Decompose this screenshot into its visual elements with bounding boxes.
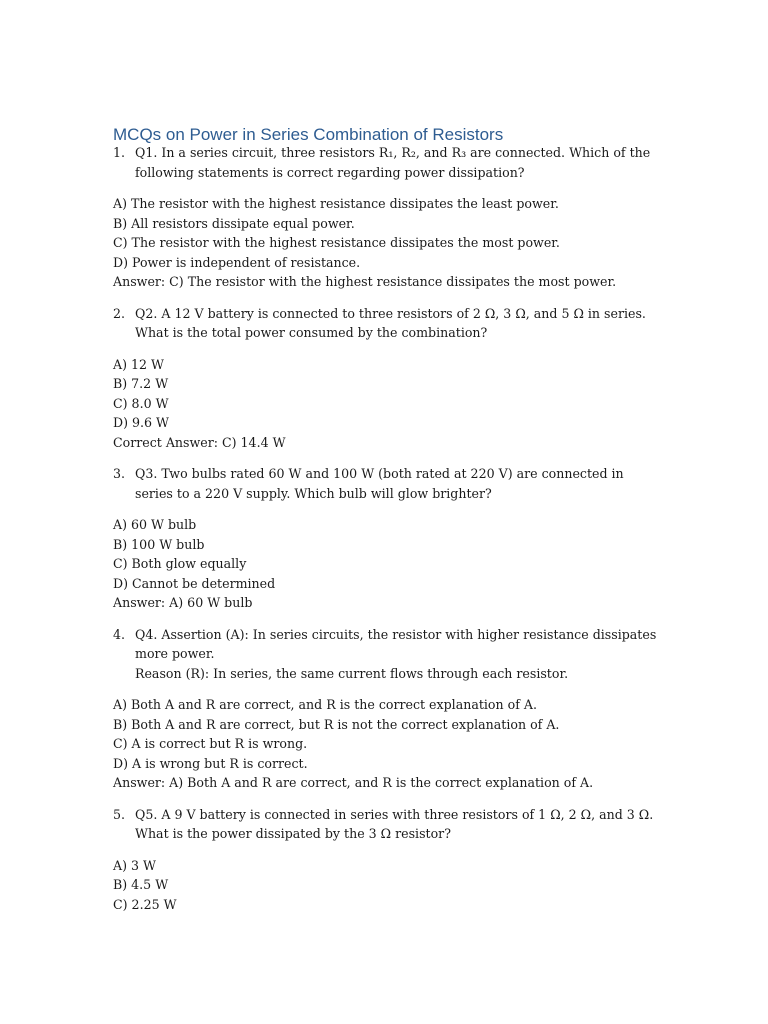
option-list — [113, 355, 658, 453]
option-a: A) The resistor with the highest resistance dissipates the least power. — [113, 196, 559, 211]
option-a: A) 60 W bulb — [113, 517, 197, 532]
question-2 — [113, 304, 658, 343]
question-text: Q5. A 9 V battery is connected in series with three resistors of 1 Ω, 2 Ω, and 3 Ω. What is the power dissipated by the 3 Ω resistor? — [135, 806, 654, 841]
option-c: C) Both glow equally — [113, 556, 247, 571]
option-b: B) 100 W bulb — [113, 536, 205, 552]
question-number: 2. — [113, 305, 126, 321]
option-b: B) 7.2 W — [113, 376, 169, 391]
question-1 — [113, 143, 658, 182]
option-list — [113, 856, 658, 915]
option-list — [113, 695, 658, 793]
option-a: A) 3 W — [113, 857, 156, 873]
option-list — [113, 194, 658, 292]
answer-line: Correct Answer: C) 14.4 W — [113, 434, 286, 450]
question-number: 3. — [113, 466, 126, 481]
question-reason: Reason (R): In series, the same current flows through each resistor. — [135, 665, 569, 681]
question-text: Q1. In a series circuit, three resistors R₁, R₂, and R₃ are connected. Which of the following statements is correct regarding power dissipation? — [135, 145, 651, 180]
question-text: Q2. A 12 V battery is connected to three resistors of 2 Ω, 3 Ω, and 5 Ω in series. What is the total power consumed by the combination? — [135, 305, 646, 340]
answer-line: Answer: A) Both A and R are correct, and R is the correct explanation of A. — [113, 775, 594, 790]
option-a: A) Both A and R are correct, and R is the correct explanation of A. — [113, 697, 537, 712]
option-b: B) All resistors dissipate equal power. — [113, 215, 355, 231]
question-section-4 — [113, 625, 658, 793]
option-c: C) A is correct but R is wrong. — [113, 736, 308, 751]
option-d: D) A is wrong but R is correct. — [113, 755, 308, 771]
option-d: D) Power is independent of resistance. — [113, 254, 361, 270]
option-list — [113, 515, 658, 613]
answer-line: Answer: A) 60 W bulb — [113, 595, 253, 610]
question-3 — [113, 464, 658, 503]
option-d: D) 9.6 W — [113, 415, 169, 430]
question-number: 1. — [113, 145, 126, 160]
option-c: C) 8.0 W — [113, 395, 169, 411]
question-text: Q3. Two bulbs rated 60 W and 100 W (both rated at 220 V) are connected in series to a 220 V supply. Which bulb will glow brighter? — [135, 466, 624, 501]
answer-line: Answer: C) The resistor with the highest resistance dissipates the most power. — [113, 274, 617, 289]
option-c: C) 2.25 W — [113, 896, 177, 912]
option-a: A) 12 W — [113, 356, 164, 372]
document-content — [113, 125, 658, 914]
question-section-3 — [113, 464, 658, 613]
question-section-1 — [113, 143, 658, 292]
option-d: D) Cannot be determined — [113, 575, 276, 591]
question-text: Q4. Assertion (A): In series circuits, the resistor with higher resistance dissipates more power. — [135, 626, 657, 661]
question-section-2 — [113, 304, 658, 453]
question-5 — [113, 805, 658, 844]
question-number: 4. — [113, 626, 126, 642]
question-number: 5. — [113, 806, 126, 822]
document-title: MCQs on Power in Series Combination of Resistors — [113, 125, 504, 144]
option-b: B) 4.5 W — [113, 877, 169, 892]
question-section-5 — [113, 805, 658, 915]
option-c: C) The resistor with the highest resistance dissipates the most power. — [113, 235, 560, 250]
option-b: B) Both A and R are correct, but R is not the correct explanation of A. — [113, 716, 560, 732]
question-4 — [113, 625, 658, 684]
